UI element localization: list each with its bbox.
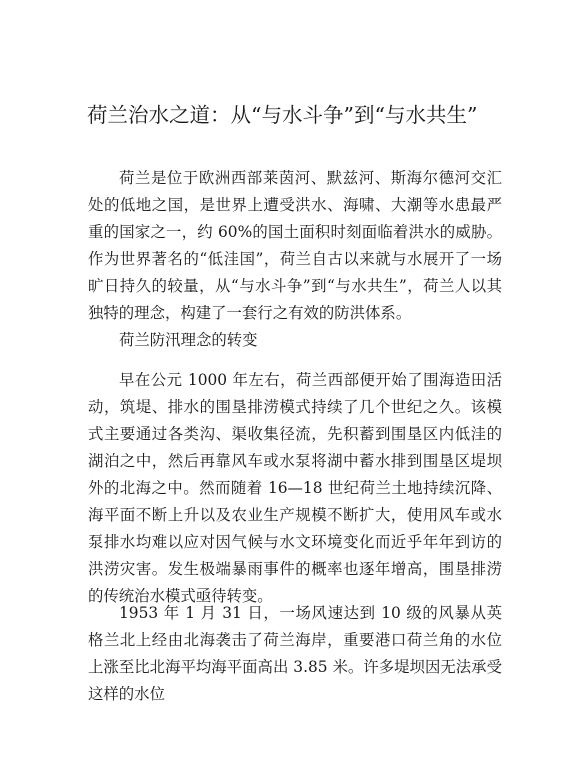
document-title: 荷兰治水之道：从“与水斗争”到“与水共生” <box>87 103 478 127</box>
section-heading: 荷兰防汛理念的转变 <box>119 331 258 349</box>
paragraph-history: 早在公元 1000 年左右，荷兰西部便开始了围海造田活动，筑堤、排水的围垦排涝模式持续了几个世纪之久。该模式主要通过各类沟、渠收集径流，先积蓄到围垦区内低洼的湖泊之中，然后再靠风车或水泵将湖中蓄水排到围垦区堤坝外的北海之中。然而随着 16—18 世纪荷兰土地持续沉降、海平面不断上升以及农业生产规模不断扩大，使用风车或水泵排水均难以应对因气候与水文环境变化而近乎年年到访的洪涝灾害。发生极端暴雨事件的概率也逐年增高，围垦排涝的传统治水模式亟待转变。 <box>88 371 502 605</box>
paragraph-1953-flood: 1953 年 1 月 31 日，一场风速达到 10 级的风暴从英格兰北上经由北海袭击了荷兰海岸，重要港口荷兰角的水位上涨至比北海平均海平面高出 3.85 米。许多堤坝因无法承受这样的水位 <box>88 604 502 703</box>
paragraph-intro: 荷兰是位于欧洲西部莱茵河、默兹河、斯海尔德河交汇处的低地之国，是世界上遭受洪水、海啸、大潮等水患最严重的国家之一，约 60%的国土面积时刻面临着洪水的威胁。作为世界著名的“低洼国”，荷兰自古以来就与水展开了一场旷日持久的较量，从“与水斗争”到“与水共生”，荷兰人以其独特的理念，构建了一套行之有效的防洪体系。 <box>88 169 502 322</box>
